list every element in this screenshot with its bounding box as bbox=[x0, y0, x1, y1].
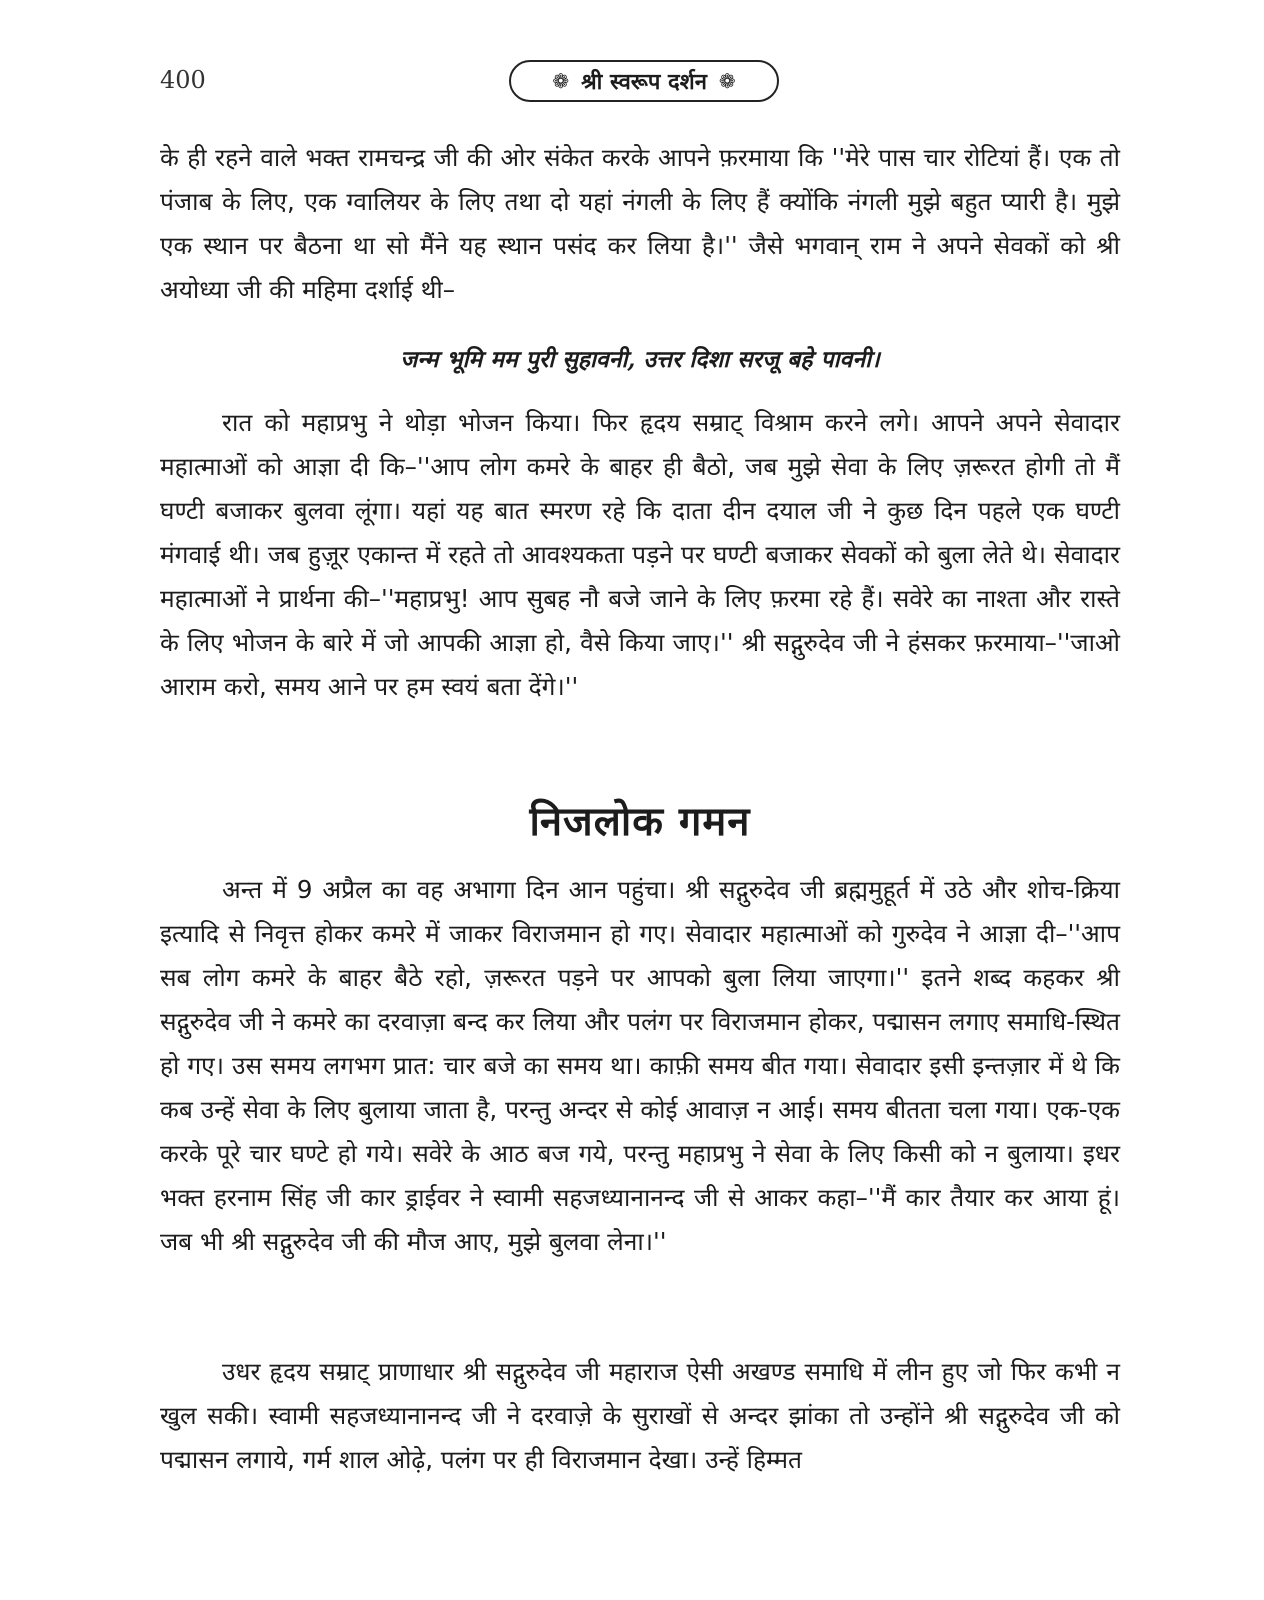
paragraph-2: रात को महाप्रभु ने थोड़ा भोजन किया। फिर हृदय सम्राट् विश्राम करने लगे। आपने अपने सेवादार महात्माओं को आज्ञा दी कि–''आप लोग कमरे के बाहर ही बैठो, जब मुझे सेवा के लिए ज़रूरत होगी तो मैं घण्टी बजाकर बुलवा लूंगा। यहां यह बात स्मरण रहे कि दाता दीन दयाल जी ने कुछ दिन पहले एक घण्टी मंगवाई थी। जब हुज़ूर एकान्त में रहते तो आवश्यकता पड़ने पर घण्टी बजाकर सेवकों को बुला लेते थे। सेवादार महात्माओं ने प्रार्थना की–''महाप्रभु! आप सुबह नौ बजे जाने के लिए फ़रमा रहे हैं। सवेरे का नाश्ता और रास्ते के लिए भोजन के बारे में जो आपकी आज्ञा हो, वैसे किया जाए।'' श्री सद्गुरुदेव जी ने हंसकर फ़रमाया–''जाओ आराम करो, समय आने पर हम स्वयं बता देंगे।'' bbox=[160, 408, 1120, 701]
running-header bbox=[509, 60, 779, 102]
flower-ornament-icon: ❁ bbox=[552, 69, 570, 93]
page-number: 400 bbox=[160, 66, 206, 94]
section-heading: निजलोक गमन bbox=[529, 799, 751, 845]
paragraph-1: के ही रहने वाले भक्त रामचन्द्र जी की ओर संकेत करके आपने फ़रमाया कि ''मेरे पास चार रोटियां हैं। एक तो पंजाब के लिए, एक ग्वालियर के लिए तथा दो यहां नंगली के लिए हैं क्योंकि नंगली मुझे बहुत प्यारी है। मुझे एक स्थान पर बैठना था सो मैंने यह स्थान पसंद कर लिया है।'' जैसे भगवान् राम ने अपने सेवकों को श्री अयोध्या जी की महिमा दर्शाई थी– bbox=[160, 143, 1120, 304]
paragraph-4: उधर हृदय सम्राट् प्राणाधार श्री सद्गुरुदेव जी महाराज ऐसी अखण्ड समाधि में लीन हुए जो फिर कभी न खुल सकी। स्वामी सहजध्यानानन्द जी ने दरवाज़े के सुराखों से अन्दर झांका तो उन्होंने श्री सद्गुरुदेव जी को पद्मासन लगाये, गर्म शाल ओढ़े, पलंग पर ही विराजमान देखा। उन्हें हिम्मत bbox=[160, 1357, 1120, 1474]
paragraph-3: अन्त में 9 अप्रैल का वह अभागा दिन आन पहुंचा। श्री सद्गुरुदेव जी ब्रह्ममुहूर्त में उठे और शोच-क्रिया इत्यादि से निवृत्त होकर कमरे में जाकर विराजमान हो गए। सेवादार महात्माओं को गुरुदेव ने आज्ञा दी–''आप सब लोग कमरे के बाहर बैठे रहो, ज़रूरत पड़ने पर आपको बुला लिया जाएगा।'' इतने शब्द कहकर श्री सद्गुरुदेव जी ने कमरे का दरवाज़ा बन्द कर लिया और पलंग पर विराजमान होकर, पद्मासन लगाए समाधि-स्थित हो गए। उस समय लगभग प्रात: चार बजे का समय था। काफ़ी समय बीत गया। सेवादार इसी इन्तज़ार में थे कि कब उन्हें सेवा के लिए बुलाया जाता है, परन्तु अन्दर से कोई आवाज़ न आई। समय बीतता चला गया। एक-एक करके पूरे चार घण्टे हो गये। सवेरे के आठ बज गये, परन्तु महाप्रभु ने सेवा के लिए किसी को न बुलाया। इधर भक्त हरनाम सिंह जी कार ड्राईवर ने स्वामी सहजध्यानानन्द जी से आकर कहा–''मैं कार तैयार कर आया हूं। जब भी श्री सद्गुरुदेव जी की मौज आए, मुझे बुलवा लेना।'' bbox=[160, 875, 1120, 1256]
verse-quote: जन्म भूमि मम पुरी सुहावनी, उत्तर दिशा सरजू बहे पावनी। bbox=[400, 346, 880, 373]
flower-ornament-icon: ❁ bbox=[718, 69, 736, 93]
running-title: श्री स्वरूप दर्शन bbox=[581, 70, 707, 95]
